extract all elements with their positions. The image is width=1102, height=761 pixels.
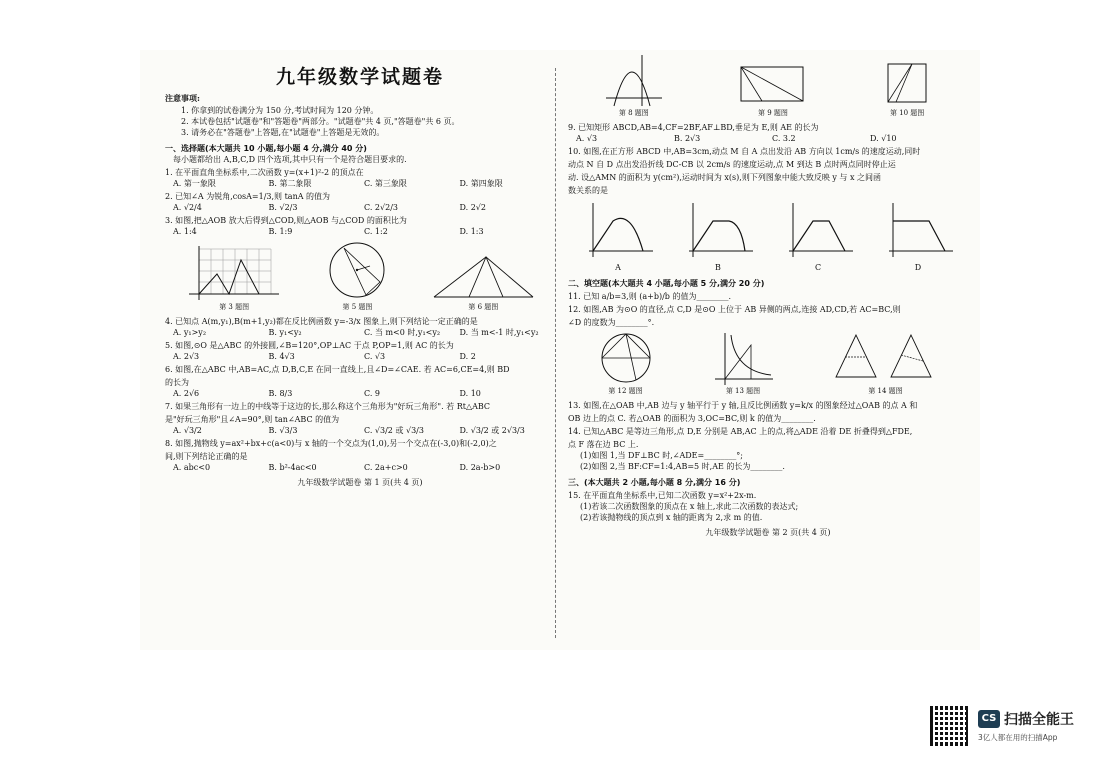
option-d: D. 1:3	[459, 227, 484, 236]
option-d: D. 2	[459, 352, 476, 361]
question-10-line-4: 数关系的是	[568, 186, 608, 195]
question-8-cont: 间,则下列结论正确的是	[165, 452, 248, 461]
option-c: C. √3	[364, 352, 386, 361]
question-7: 7. 如果三角形有一边上的中线等于这边的长,那么称这个三角形为"好玩三角形". 若 Rt△ABC	[165, 402, 491, 411]
question-6-cont: 的长为	[165, 378, 189, 387]
figure-12	[596, 331, 656, 397]
question-14-part-2: (2)如图 2,当 BF:CF=1:4,AB=5 时,AE 的长为________.	[580, 462, 785, 471]
grid-figure	[184, 244, 284, 302]
question-10-line-3: 动. 设△AMN 的面积为 y(cm²),运动时间为 x(s),则下列图象中能大致反映 y 与 x 之间函	[568, 173, 882, 182]
triangle-figure	[431, 252, 536, 302]
question-5-options	[165, 351, 555, 362]
camscanner-logo: CS	[978, 710, 1000, 728]
figure-6	[431, 252, 536, 313]
question-5: 5. 如图,⊙O 是△ABC 的外接圆,∠B=120°,OP⊥AC 于点 P,OP=1,则 AC 的长为	[165, 341, 454, 350]
brand-name: 扫描全能王	[1004, 712, 1074, 728]
question-15-part-1: (1)若该二次函数图象的顶点在 x 轴上,求此二次函数的表达式;	[580, 502, 799, 511]
question-2: 2. 已知∠A 为锐角,cosA=1/3,则 tanA 的值为	[165, 192, 331, 201]
option-d: D. 当 m<-1 时,y₁<y₂	[459, 328, 539, 337]
notes-heading: 注意事项:	[165, 93, 200, 103]
question-6-options	[165, 388, 555, 399]
question-7-cont: 是"好玩三角形"且∠A=90°,则 tan∠ABC 的值为	[165, 415, 340, 424]
figure-3	[184, 244, 284, 313]
column-divider	[555, 68, 556, 638]
option-d: D. √10	[870, 134, 897, 143]
option-a: A. 2√3	[173, 352, 200, 361]
option-b: B. 2√3	[674, 134, 701, 143]
option-b: B. 第二象限	[268, 179, 312, 188]
figure-3-caption: 第 3 题图	[219, 303, 250, 311]
figure-8	[604, 53, 664, 119]
question-14: 14. 已知△ABC 是等边三角形,点 D,E 分别是 AB,AC 上的点,将△ADE 沿着 DE 折叠得到△FDE,	[568, 427, 913, 436]
option-d: D. 2√2	[459, 203, 486, 212]
section-2-heading: 二、填空题(本大题共 4 小题,每小题 5 分,满分 20 分)	[568, 279, 765, 288]
figure-8-caption: 第 8 题图	[618, 109, 649, 117]
exam-sheet	[140, 50, 980, 650]
question-15: 15. 在平面直角坐标系中,已知二次函数 y=x²+2x-m.	[568, 491, 757, 500]
figure-6-caption: 第 6 题图	[468, 303, 499, 311]
option-b: B. 8/3	[268, 389, 293, 398]
question-11: 11. 已知 a/b=3,则 (a+b)/b 的值为________.	[568, 292, 732, 301]
option-a: A. √2/4	[173, 203, 202, 212]
graph-c	[781, 199, 856, 259]
footer-page-2: 九年级数学试题卷 第 2 页(共 4 页)	[705, 528, 831, 537]
question-10-options	[568, 262, 968, 273]
note-item: 1. 你拿到的试卷满分为 150 分,考试时间为 120 分钟。	[181, 106, 379, 115]
question-6: 6. 如图,在△ABC 中,AB=AC,点 D,B,C,E 在同一直线上,且∠D=∠CAE. 若 AC=6,CE=4,则 BD	[165, 365, 510, 374]
option-c: C. √3/2 或 √3/3	[364, 426, 424, 435]
option-c: C. 3.2	[772, 134, 796, 143]
option-b: B. y₁<y₂	[268, 328, 302, 337]
hyperbola-figure	[711, 331, 776, 386]
question-14-cont: 点 F 落在边 BC 上.	[568, 440, 639, 449]
section-1-heading: 一、选择题(本大题共 10 小题,每小题 4 分,满分 40 分)	[165, 144, 367, 153]
option-c: C. 2a+c>0	[364, 463, 408, 472]
scanner-watermark	[930, 706, 1090, 746]
option-a: A. 第一象限	[173, 179, 216, 188]
option-a: A. √3/2	[173, 426, 202, 435]
option-d: D. 10	[459, 389, 481, 398]
question-10-graphs	[568, 199, 968, 259]
question-10: 10. 如图,在正方形 ABCD 中,AB=3cm,动点 M 自 A 点出发沿 AB 方向以 1cm/s 的速度运动,同时	[568, 147, 921, 156]
figure-10-caption: 第 10 题图	[889, 109, 925, 117]
question-12: 12. 如图,AB 为⊙O 的直径,点 C,D 是⊙O 上位于 AB 异侧的两点,连接 AD,CD,若 AC=BC,则	[568, 305, 901, 314]
rectangle-figure	[735, 63, 810, 108]
figure-5	[322, 240, 392, 313]
section-3-heading: 三、(本大题共 2 小题,每小题 8 分,满分 16 分)	[568, 478, 741, 487]
option-a: A. 1:4	[173, 227, 197, 236]
option-b: B. 1:9	[268, 227, 293, 236]
figure-9-caption: 第 9 题图	[758, 109, 788, 117]
figure-9	[735, 63, 810, 119]
option-c: C. 2√2/3	[364, 203, 398, 212]
question-3: 3. 如图,把△AOB 放大后得到△COD,则△AOB 与△COD 的面积比为	[165, 216, 407, 225]
option-d: D. √3/2 或 2√3/3	[459, 426, 525, 435]
option-c: C	[814, 263, 822, 272]
graph-b	[681, 199, 756, 259]
brand-tagline: 3亿人都在用的扫描App	[978, 733, 1058, 742]
option-a: A	[615, 263, 621, 272]
option-d: D. 2a-b>0	[459, 463, 501, 472]
fold-figure	[831, 331, 941, 386]
option-b: B. √3/3	[268, 426, 298, 435]
question-9-options	[568, 133, 968, 144]
question-1: 1. 在平面直角坐标系中,二次函数 y=(x+1)²-2 的顶点在	[165, 168, 364, 177]
parabola-figure	[604, 53, 664, 108]
question-7-options	[165, 425, 555, 436]
graph-a	[581, 199, 656, 259]
note-item: 3. 请务必在"答题卷"上答题,在"试题卷"上答题是无效的。	[181, 128, 385, 137]
note-item: 2. 本试卷包括"试题卷"和"答题卷"两部分。"试题卷"共 4 页,"答题卷"共 6 页。	[181, 117, 460, 126]
option-a: A. 2√6	[173, 389, 200, 398]
figure-row-top	[568, 53, 968, 119]
figure-row-left	[165, 240, 555, 313]
page-title: 九年级数学试题卷	[275, 66, 444, 88]
figure-10	[882, 58, 932, 119]
section-1-note: 每小题都给出 A,B,C,D 四个选项,其中只有一个是符合题目要求的.	[173, 155, 407, 164]
question-8: 8. 如图,抛物线 y=ax²+bx+c(a<0)与 x 轴的一个交点为(1,0),另一个交点在(-3,0)和(-2,0)之	[165, 439, 497, 448]
option-a: A. √3	[576, 134, 598, 143]
circle-figure	[596, 331, 656, 386]
circle-figure	[322, 240, 392, 302]
figure-row-mid	[568, 331, 968, 397]
option-c: C. 9	[364, 389, 381, 398]
figure-14-caption: 第 14 题图	[868, 387, 903, 395]
question-15-part-2: (2)若该抛物线的顶点到 x 轴的距离为 2,求 m 的值.	[580, 513, 763, 522]
option-b: B. 4√3	[268, 352, 295, 361]
option-c: C. 1:2	[364, 227, 388, 236]
option-b: B. b²-4ac<0	[268, 463, 317, 472]
option-d: D. 第四象限	[459, 179, 503, 188]
graph-d	[881, 199, 956, 259]
figure-13-caption: 第 13 题图	[725, 387, 761, 395]
question-12-cont: ∠D 的度数为________°.	[568, 318, 655, 327]
figure-14	[831, 331, 941, 397]
option-a: A. y₁>y₂	[173, 328, 207, 337]
page-1	[165, 50, 555, 488]
option-d: D	[914, 263, 922, 272]
qr-code-icon	[930, 706, 970, 746]
question-4: 4. 已知点 A(m,y₁),B(m+1,y₂)都在反比例函数 y=-3/x 图象上,则下列结论一定正确的是	[165, 317, 478, 326]
question-1-options	[165, 178, 555, 189]
option-a: A. abc<0	[173, 463, 211, 472]
option-b: B	[715, 263, 721, 272]
question-10-line-2: 动点 N 自 D 点出发沿折线 DC-CB 以 2cm/s 的速度运动,点 M 到达 B 点时两点同时停止运	[568, 160, 896, 169]
question-14-part-1: (1)如图 1,当 DF⊥BC 时,∠ADE=________°;	[580, 451, 743, 460]
figure-13	[711, 331, 776, 397]
figure-12-caption: 第 12 题图	[608, 387, 643, 395]
question-4-options	[165, 327, 555, 338]
option-c: C. 第三象限	[364, 179, 407, 188]
square-figure	[882, 58, 932, 108]
option-b: B. √2/3	[268, 203, 298, 212]
page-2	[568, 50, 968, 538]
option-c: C. 当 m<0 时,y₁<y₂	[364, 328, 441, 337]
figure-5-caption: 第 5 题图	[342, 303, 373, 311]
question-13: 13. 如图,在△OAB 中,AB 边与 y 轴平行于 y 轴,且反比例函数 y=k/x 的图象经过△OAB 的点 A 和	[568, 401, 918, 410]
question-13-cont: OB 边上的点 C. 若△OAB 的面积为 3,OC=BC,则 k 的值为________.	[568, 414, 816, 423]
question-8-options	[165, 462, 555, 473]
question-2-options	[165, 202, 555, 213]
footer-page-1: 九年级数学试题卷 第 1 页(共 4 页)	[297, 478, 423, 487]
question-3-options	[165, 226, 555, 237]
question-9: 9. 已知矩形 ABCD,AB=4,CF=2BF,AF⊥BD,垂足为 E,则 AE 的长为	[568, 123, 819, 132]
